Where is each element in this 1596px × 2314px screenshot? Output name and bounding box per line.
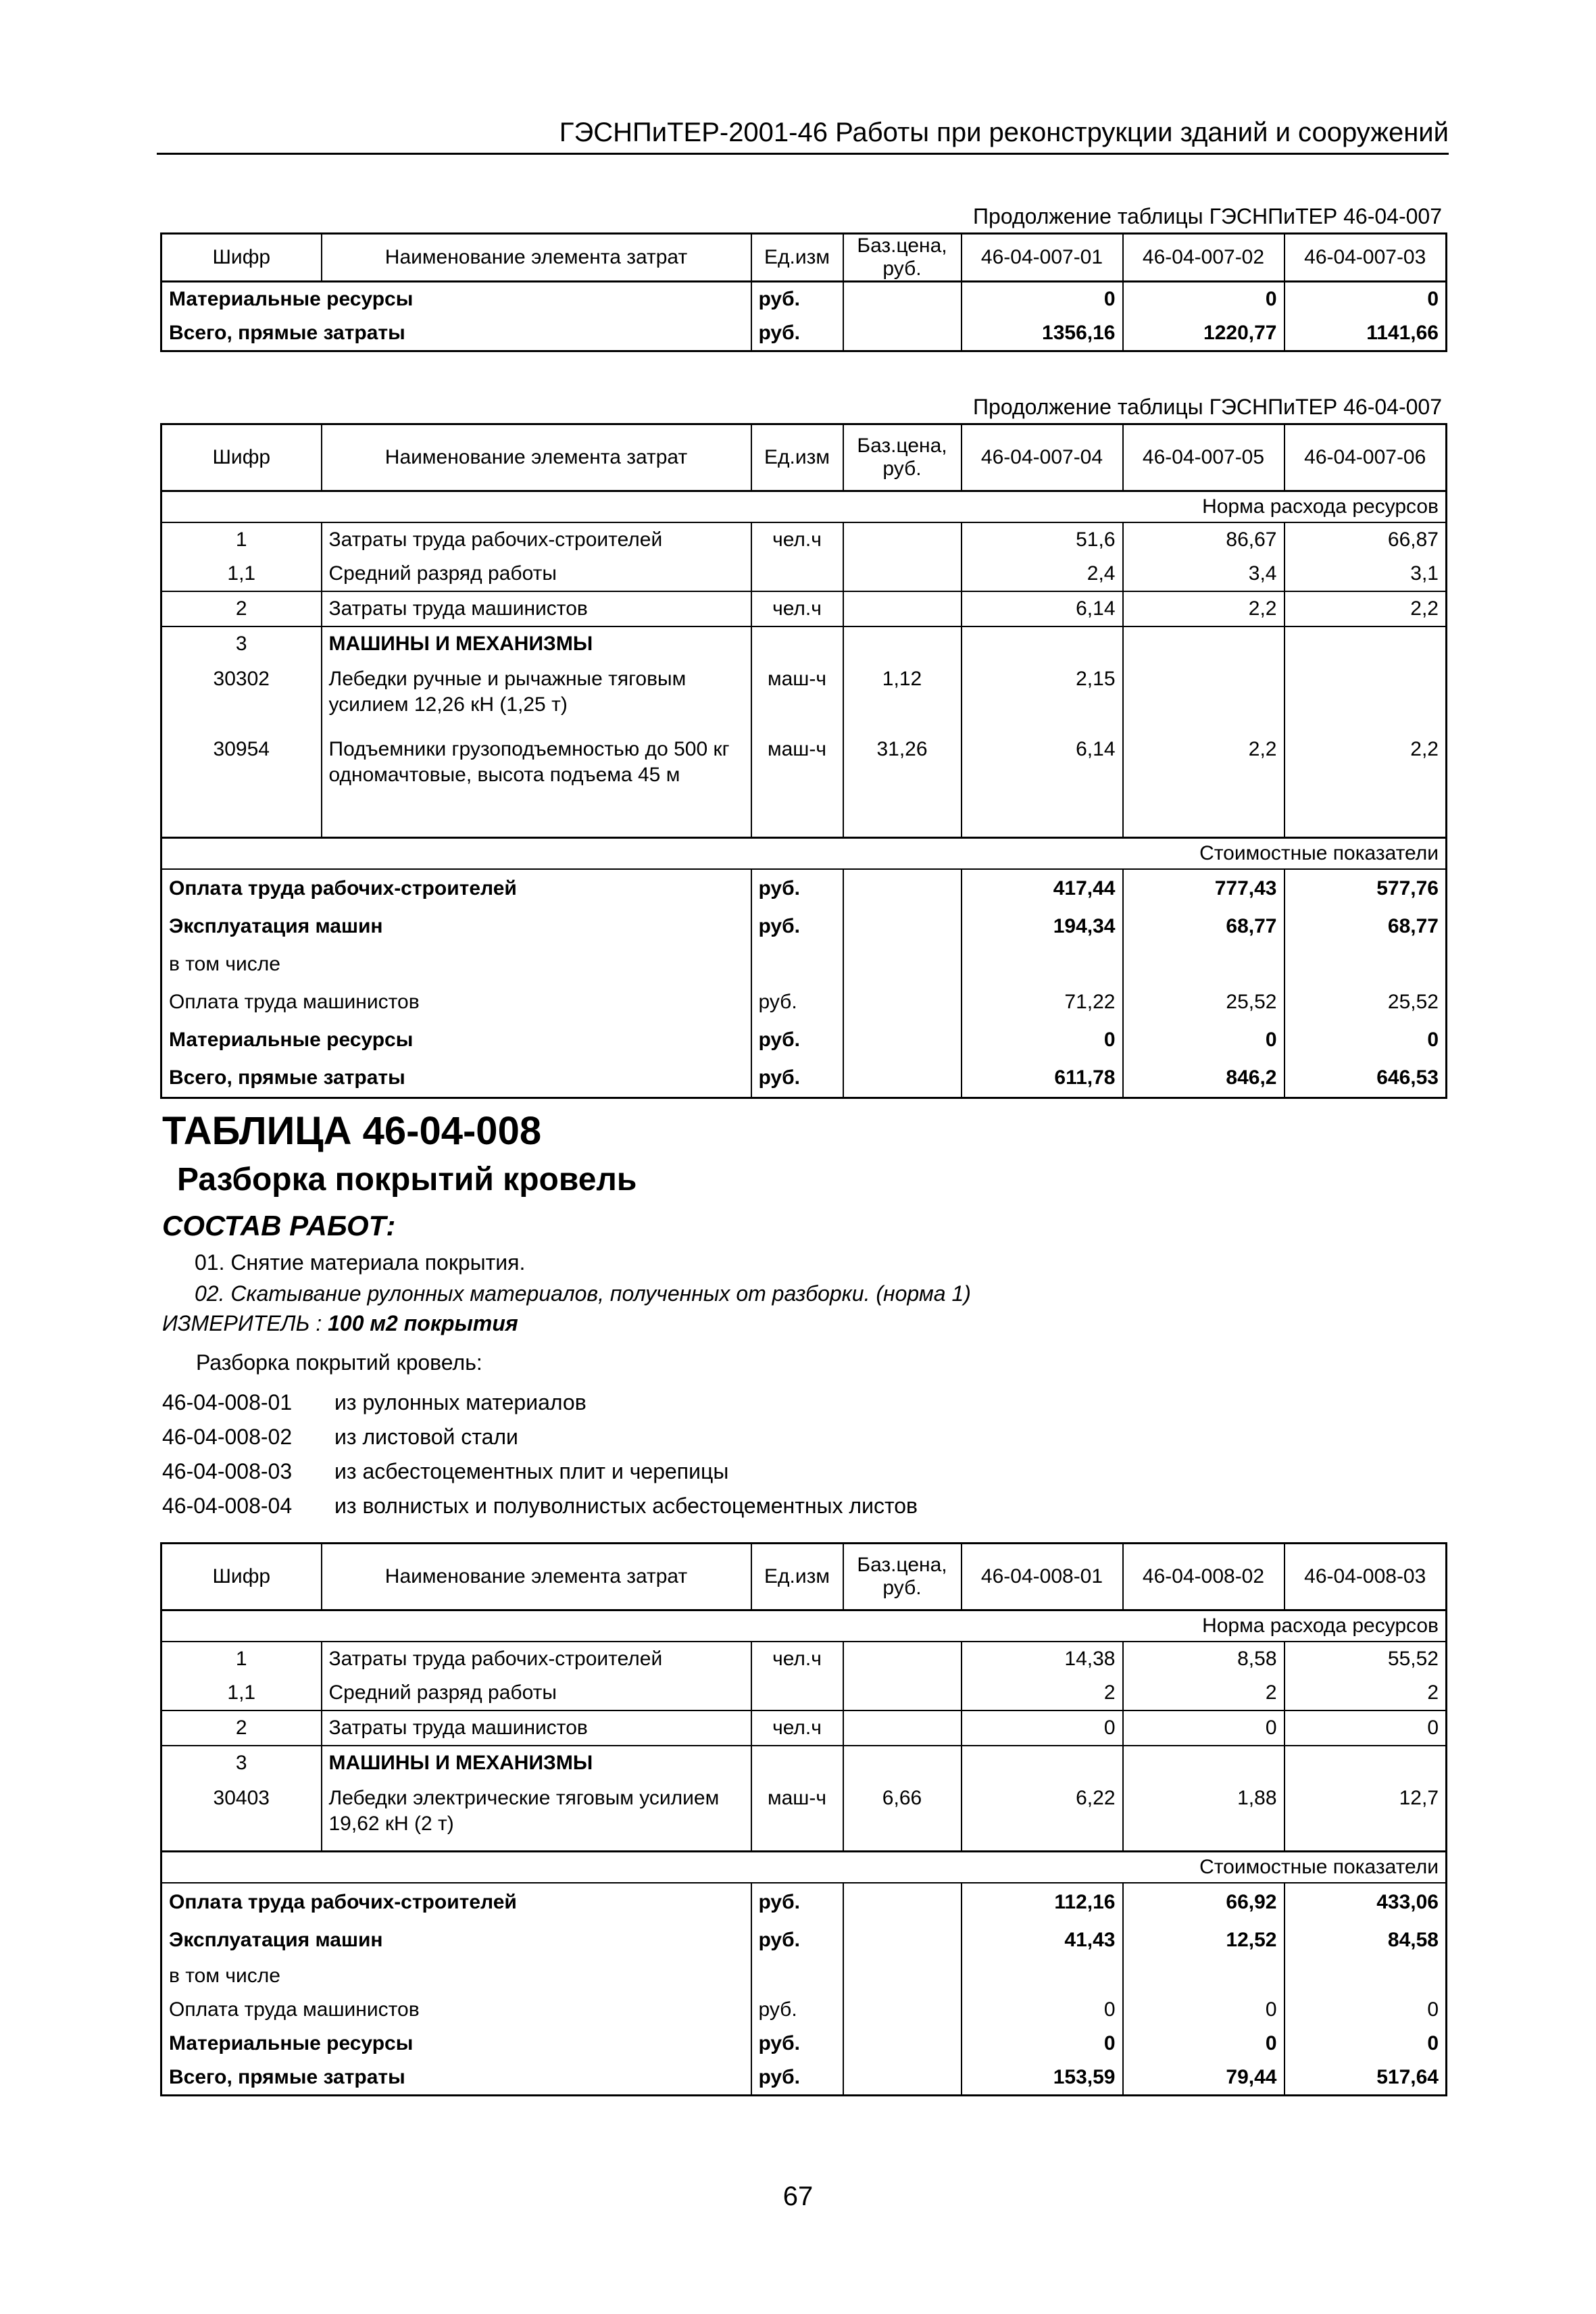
row-name: Средний разряд работы	[322, 557, 751, 591]
row-name: Затраты труда рабочих-строителей	[322, 1642, 751, 1676]
table-row	[161, 731, 1447, 802]
table-row	[161, 1959, 1447, 1993]
row-name: Оплата труда рабочих-строителей	[161, 869, 751, 908]
col-code-header: Шифр	[161, 234, 322, 282]
code-text: из асбестоцементных плит и черепицы	[334, 1459, 729, 1483]
code-text: из листовой стали	[334, 1425, 518, 1449]
row-unit: маш-ч	[751, 661, 843, 731]
col-header: 46-04-008-02	[1123, 1544, 1285, 1610]
row-name: МАШИНЫ И МЕХАНИЗМЫ	[322, 1746, 751, 1780]
table-caption-1: Продолжение таблицы ГЭСНПиТЕР 46-04-007	[973, 204, 1442, 228]
row-name: в том числе	[161, 945, 751, 983]
cell-value: 2,2	[1285, 731, 1447, 802]
cell-value: 3,1	[1285, 557, 1447, 591]
cell-value: 0	[1285, 2027, 1447, 2061]
cell-value: 66,92	[1123, 1883, 1285, 1921]
row-price	[843, 1642, 962, 1676]
table-row	[161, 869, 1447, 908]
table-row	[161, 522, 1447, 557]
cell-value: 577,76	[1285, 869, 1447, 908]
cell-value: 25,52	[1285, 983, 1447, 1021]
row-code: 1	[161, 522, 322, 557]
cell-value: 0	[962, 2027, 1123, 2061]
cell-value: 0	[1123, 1021, 1285, 1059]
row-price	[843, 591, 962, 626]
cell-value: 8,58	[1123, 1642, 1285, 1676]
table-row	[161, 1021, 1447, 1059]
cell-value: 153,59	[962, 2061, 1123, 2096]
cell-value: 2,2	[1285, 591, 1447, 626]
cell-value: 0	[1285, 1993, 1447, 2027]
table-row	[161, 316, 1447, 351]
norm-label: Норма расхода ресурсов	[161, 1610, 1447, 1642]
col-header: 46-04-007-01	[962, 234, 1123, 282]
code-number: 46-04-008-04	[162, 1494, 293, 1518]
list-item	[162, 1420, 918, 1454]
row-unit: руб.	[751, 1021, 843, 1059]
table-row	[161, 591, 1447, 626]
work-item: 02. Скатывание рулонных материалов, полученных от разборки. (норма 1)	[195, 1281, 971, 1306]
col-unit-header: Ед.изм	[751, 424, 843, 491]
cell-value: 25,52	[1123, 983, 1285, 1021]
row-unit: руб.	[751, 983, 843, 1021]
code-list	[162, 1385, 918, 1523]
table-row	[161, 661, 1447, 731]
cell-value: 846,2	[1123, 1059, 1285, 1098]
cell-value: 1220,77	[1123, 316, 1285, 351]
cell-value: 84,58	[1285, 1921, 1447, 1959]
cell-value: 68,77	[1123, 908, 1285, 945]
row-code: 1,1	[161, 557, 322, 591]
table-row	[161, 983, 1447, 1021]
row-code: 30302	[161, 661, 322, 731]
col-header: 46-04-008-03	[1285, 1544, 1447, 1610]
cell-value	[1123, 661, 1285, 731]
cell-value: 12,52	[1123, 1921, 1285, 1959]
cell-value: 0	[1285, 1710, 1447, 1746]
header-divider	[157, 153, 1449, 155]
table-row	[161, 1780, 1447, 1852]
page-header: ГЭСНПиТЕР-2001-46 Работы при реконструкции зданий и сооружений	[559, 118, 1449, 147]
col-unit-header: Ед.изм	[751, 234, 843, 282]
code-text: из волнистых и полуволнистых асбестоцементных листов	[334, 1494, 918, 1518]
row-name: Подъемники грузоподъемностью до 500 кг одномачтовые, высота подъема 45 м	[322, 731, 751, 802]
cell-value: 112,16	[962, 1883, 1123, 1921]
row-name: Материальные ресурсы	[161, 2027, 751, 2061]
cell-value: 0	[962, 1710, 1123, 1746]
row-code: 1	[161, 1642, 322, 1676]
col-code-header: Шифр	[161, 424, 322, 491]
row-unit: чел.ч	[751, 1710, 843, 1746]
row-name: Материальные ресурсы	[161, 282, 751, 317]
cell-value: 12,7	[1285, 1780, 1447, 1852]
table-caption-2: Продолжение таблицы ГЭСНПиТЕР 46-04-007	[973, 395, 1442, 419]
row-name: Затраты труда машинистов	[322, 1710, 751, 1746]
row-code: 3	[161, 1746, 322, 1780]
row-unit: руб.	[751, 2061, 843, 2096]
cell-value: 66,87	[1285, 522, 1447, 557]
cell-value: 0	[1123, 1993, 1285, 2027]
code-number: 46-04-008-01	[162, 1390, 293, 1414]
code-number: 46-04-008-03	[162, 1459, 293, 1483]
cell-value: 6,14	[962, 731, 1123, 802]
table-row	[161, 1059, 1447, 1098]
cell-value: 0	[962, 282, 1123, 317]
col-header: 46-04-007-03	[1285, 234, 1447, 282]
row-name: Затраты труда машинистов	[322, 591, 751, 626]
row-price: 1,12	[843, 661, 962, 731]
row-unit	[751, 1676, 843, 1710]
row-name: Всего, прямые затраты	[161, 1059, 751, 1098]
table-46-04-007-part1	[160, 232, 1447, 352]
row-price: 6,66	[843, 1780, 962, 1852]
row-unit: руб.	[751, 908, 843, 945]
cell-value: 2,2	[1123, 591, 1285, 626]
row-name: в том числе	[161, 1959, 751, 1993]
row-unit	[751, 557, 843, 591]
row-code: 30954	[161, 731, 322, 802]
col-price-header: Баз.цена, руб.	[843, 234, 962, 282]
col-name-header: Наименование элемента затрат	[322, 424, 751, 491]
row-name: Материальные ресурсы	[161, 1021, 751, 1059]
col-name-header: Наименование элемента затрат	[322, 1544, 751, 1610]
table-row	[161, 2027, 1447, 2061]
col-unit-header: Ед.изм	[751, 1544, 843, 1610]
row-price: 31,26	[843, 731, 962, 802]
col-header: 46-04-008-01	[962, 1544, 1123, 1610]
cell-value: 1356,16	[962, 316, 1123, 351]
table-row	[161, 1883, 1447, 1921]
col-header: 46-04-007-02	[1123, 234, 1285, 282]
row-unit: руб.	[751, 1883, 843, 1921]
code-text: из рулонных материалов	[334, 1390, 587, 1414]
measure-line	[162, 1310, 518, 1337]
cell-value: 6,22	[962, 1780, 1123, 1852]
row-unit: маш-ч	[751, 1780, 843, 1852]
row-unit: руб.	[751, 1059, 843, 1098]
table-row	[161, 945, 1447, 983]
cell-value: 777,43	[1123, 869, 1285, 908]
table-row	[161, 1710, 1447, 1746]
cell-value: 517,64	[1285, 2061, 1447, 2096]
cell-value: 2,2	[1123, 731, 1285, 802]
code-number: 46-04-008-02	[162, 1425, 293, 1449]
row-unit: руб.	[751, 1993, 843, 2027]
col-price-header: Баз.цена, руб.	[843, 1544, 962, 1610]
row-code: 1,1	[161, 1676, 322, 1710]
row-name: Оплата труда машинистов	[161, 983, 751, 1021]
page-number: 67	[782, 2182, 814, 2211]
cell-value: 2,15	[962, 661, 1123, 731]
row-name: Эксплуатация машин	[161, 1921, 751, 1959]
row-name: Всего, прямые затраты	[161, 316, 751, 351]
table-46-04-007-part2	[160, 423, 1447, 1099]
row-name: Всего, прямые затраты	[161, 2061, 751, 2096]
cell-value: 3,4	[1123, 557, 1285, 591]
cell-value: 14,38	[962, 1642, 1123, 1676]
row-name: Затраты труда рабочих-строителей	[322, 522, 751, 557]
row-price	[843, 1676, 962, 1710]
cell-value: 0	[962, 1021, 1123, 1059]
cell-value: 0	[1123, 2027, 1285, 2061]
cost-label: Стоимостные показатели	[161, 1852, 1447, 1884]
cell-value: 71,22	[962, 983, 1123, 1021]
work-heading: СОСТАВ РАБОТ:	[162, 1210, 396, 1241]
cell-value: 1141,66	[1285, 316, 1447, 351]
table-row	[161, 1642, 1447, 1676]
table-row	[161, 2061, 1447, 2096]
col-name-header: Наименование элемента затрат	[322, 234, 751, 282]
cell-value: 433,06	[1285, 1883, 1447, 1921]
table-row	[161, 1921, 1447, 1959]
cell-value: 55,52	[1285, 1642, 1447, 1676]
row-code: 30403	[161, 1780, 322, 1852]
row-code: 2	[161, 591, 322, 626]
table-46-04-008	[160, 1542, 1447, 2096]
row-unit: руб.	[751, 1921, 843, 1959]
table-row	[161, 557, 1447, 591]
row-code: 3	[161, 626, 322, 661]
row-code: 2	[161, 1710, 322, 1746]
cell-value: 2	[962, 1676, 1123, 1710]
row-price	[843, 557, 962, 591]
row-price	[843, 1710, 962, 1746]
cell-value: 0	[1123, 282, 1285, 317]
cell-value	[1285, 661, 1447, 731]
cell-value: 0	[962, 1993, 1123, 2027]
measure-value: 100 м2 покрытия	[328, 1311, 518, 1335]
col-header: 46-04-007-06	[1285, 424, 1447, 491]
row-unit: руб.	[751, 316, 843, 351]
cell-value: 41,43	[962, 1921, 1123, 1959]
table-row	[161, 282, 1447, 317]
row-name: Средний разряд работы	[322, 1676, 751, 1710]
norm-label: Норма расхода ресурсов	[161, 491, 1447, 523]
row-unit: чел.ч	[751, 591, 843, 626]
cell-value: 86,67	[1123, 522, 1285, 557]
cell-value: 6,14	[962, 591, 1123, 626]
cell-value: 51,6	[962, 522, 1123, 557]
row-name: МАШИНЫ И МЕХАНИЗМЫ	[322, 626, 751, 661]
table-row	[161, 1676, 1447, 1710]
row-unit: руб.	[751, 869, 843, 908]
section-title: Разборка покрытий кровель	[177, 1162, 637, 1198]
cell-value: 2	[1123, 1676, 1285, 1710]
measure-label: ИЗМЕРИТЕЛЬ :	[162, 1311, 322, 1335]
table-row	[161, 1746, 1447, 1780]
cell-value: 417,44	[962, 869, 1123, 908]
cell-value: 1,88	[1123, 1780, 1285, 1852]
table-row	[161, 1993, 1447, 2027]
row-name: Лебедки электрические тяговым усилием 19,62 кН (2 т)	[322, 1780, 751, 1852]
table-title: ТАБЛИЦА 46-04-008	[162, 1109, 542, 1153]
col-header: 46-04-007-05	[1123, 424, 1285, 491]
cost-label: Стоимостные показатели	[161, 838, 1447, 870]
cell-value: 2	[1285, 1676, 1447, 1710]
cell-value: 68,77	[1285, 908, 1447, 945]
col-header: 46-04-007-04	[962, 424, 1123, 491]
cell-value: 646,53	[1285, 1059, 1447, 1098]
cell-value: 0	[1285, 282, 1447, 317]
cell-value: 611,78	[962, 1059, 1123, 1098]
row-name: Оплата труда рабочих-строителей	[161, 1883, 751, 1921]
cell-value: 0	[1123, 1710, 1285, 1746]
work-item: 01. Снятие материала покрытия.	[195, 1250, 526, 1275]
row-name: Эксплуатация машин	[161, 908, 751, 945]
cell-value: 2,4	[962, 557, 1123, 591]
row-name: Оплата труда машинистов	[161, 1993, 751, 2027]
col-code-header: Шифр	[161, 1544, 322, 1610]
row-unit: чел.ч	[751, 522, 843, 557]
cell-value: 79,44	[1123, 2061, 1285, 2096]
row-name: Лебедки ручные и рычажные тяговым усилием 12,26 кН (1,25 т)	[322, 661, 751, 731]
row-price	[843, 522, 962, 557]
list-item	[162, 1489, 918, 1523]
row-unit: чел.ч	[751, 1642, 843, 1676]
list-item	[162, 1385, 918, 1420]
col-price-header: Баз.цена, руб.	[843, 424, 962, 491]
row-unit: руб.	[751, 2027, 843, 2061]
table-row	[161, 626, 1447, 661]
row-unit: руб.	[751, 282, 843, 317]
row-unit: маш-ч	[751, 731, 843, 802]
table-row	[161, 908, 1447, 945]
list-item	[162, 1454, 918, 1489]
codes-intro: Разборка покрытий кровель:	[196, 1350, 482, 1375]
cell-value: 0	[1285, 1021, 1447, 1059]
cell-value: 194,34	[962, 908, 1123, 945]
